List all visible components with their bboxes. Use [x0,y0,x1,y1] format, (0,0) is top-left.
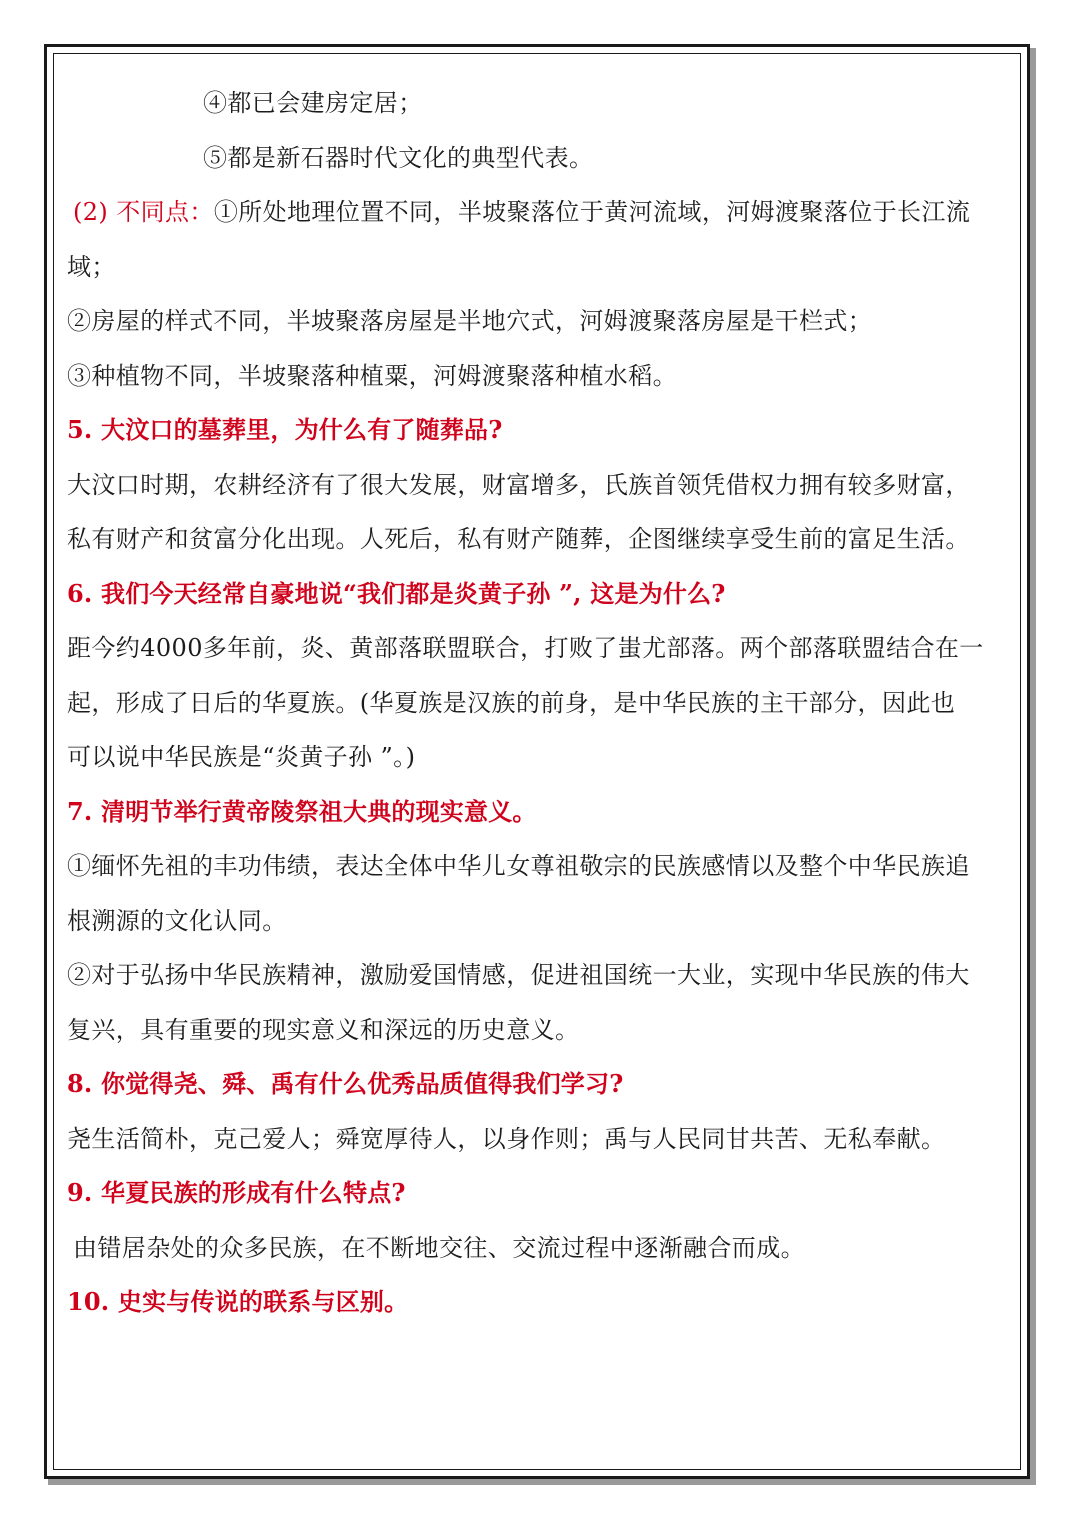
question-heading: 8. 你觉得尧、舜、禹有什么优秀品质值得我们学习? [67,1069,624,1098]
question-heading: 9. 华夏民族的形成有什么特点? [67,1178,406,1207]
question-heading: 5. 大汶口的墓葬里，为什么有了随葬品? [67,415,503,444]
answer-line: 可以说中华民族是“炎黄子孙 ”。) [67,743,416,771]
answer-line: 根溯源的文化认同。 [67,906,287,935]
question-heading: 10. 史实与传说的联系与区别。 [67,1287,409,1316]
answer-line: ⑤都是新石器时代文化的典型代表。 [203,143,594,172]
answer-line: 距今约4000多年前，炎、黄部落联盟联合，打败了蚩尤部落。两个部落联盟结合在一 [67,634,984,662]
document-body [67,76,1015,1330]
answer-line: ②房屋的样式不同，半坡聚落房屋是半地穴式，河姆渡聚落房屋是干栏式； [67,307,873,335]
answer-line: 起，形成了日后的华夏族。(华夏族是汉族的前身，是中华民族的主干部分，因此也 [67,688,956,717]
question-heading: 7. 清明节举行黄帝陵祭祖大典的现实意义。 [67,796,537,826]
answer-line: 大汶口时期，农耕经济有了很大发展，财富增多，氏族首领凭借权力拥有较多财富， [67,470,970,499]
answer-line: ①缅怀先祖的丰功伟绩，表达全体中华儿女尊祖敬宗的民族感情以及整个中华民族追 [67,852,970,880]
section-label: (2) 不同点： [73,198,214,226]
answer-line: 由错居杂处的众多民族，在不断地交往、交流过程中逐渐融合而成。 [73,1233,805,1262]
answer-line: 尧生活简朴，克己爱人；舜宽厚待人，以身作则；禹与人民同甘共苦、无私奉献。 [67,1124,946,1153]
answer-line: 私有财产和贫富分化出现。人死后，私有财产随葬，企图继续享受生前的富足生活。 [67,525,970,553]
answer-line [67,185,1015,240]
answer-line: 域； [67,252,116,281]
question-heading: 6. 我们今天经常自豪地说“我们都是炎黄子孙 ”, 这是为什么? [67,578,726,608]
answer-line: ②对于弘扬中华民族精神，激励爱国情感，促进祖国统一大业，实现中华民族的伟大 [67,961,970,989]
answer-text: ①所处地理位置不同，半坡聚落位于黄河流域，河姆渡聚落位于长江流 [213,198,971,226]
answer-line: 复兴，具有重要的现实意义和深远的历史意义。 [67,1015,580,1044]
answer-line: ③种植物不同，半坡聚落种植粟，河姆渡聚落种植水稻。 [67,361,677,390]
answer-line: ④都已会建房定居； [203,89,423,117]
